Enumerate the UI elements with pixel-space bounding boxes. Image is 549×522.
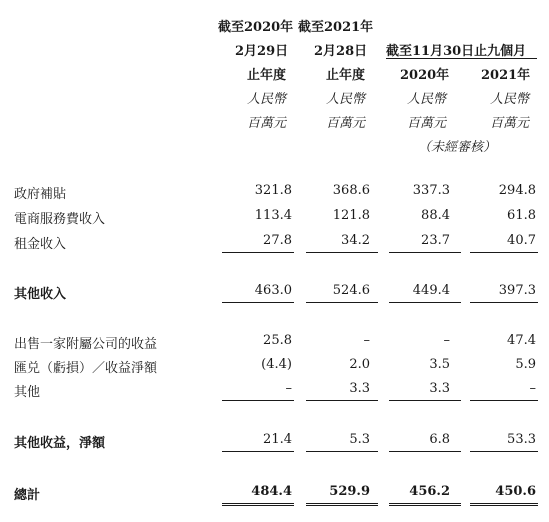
subtotal-rule — [222, 400, 294, 401]
col2-header-line3: 止年度 — [326, 68, 366, 83]
subtotal-rule — [306, 400, 378, 401]
cell: 3.3 — [429, 381, 450, 396]
col2-unit2: 百萬元 — [326, 116, 366, 131]
cell: 321.8 — [254, 183, 292, 198]
cell: 88.4 — [421, 208, 450, 223]
total-double-rule — [222, 503, 294, 506]
col2-header-line1: 截至2021年 — [298, 20, 374, 35]
cell: 450.6 — [495, 484, 536, 499]
subtotal-rule — [222, 252, 294, 253]
col3-unit2: 百萬元 — [407, 116, 447, 131]
subtotal-rule — [470, 400, 538, 401]
col4-unit2: 百萬元 — [490, 116, 530, 131]
row-label-total: 總計 — [14, 488, 41, 503]
subtotal-rule — [389, 252, 461, 253]
cell: (4.4) — [261, 357, 292, 372]
row-label-other-income: 其他收入 — [14, 287, 67, 302]
subtotal-rule — [222, 302, 294, 303]
subtotal-rule — [389, 451, 461, 452]
cell: 3.3 — [349, 381, 370, 396]
cell: 23.7 — [421, 233, 450, 248]
subtotal-rule — [470, 451, 538, 452]
cell: 6.8 — [429, 432, 450, 447]
cell: – — [443, 333, 450, 348]
col1-unit2: 百萬元 — [247, 116, 287, 131]
cell: 21.4 — [263, 432, 292, 447]
row-label-other: 其他 — [14, 385, 41, 400]
cell: 449.4 — [412, 283, 450, 298]
total-double-rule — [306, 503, 378, 506]
cell: 484.4 — [251, 484, 292, 499]
cell: 294.8 — [498, 183, 536, 198]
col4-unit1: 人民幣 — [490, 92, 530, 107]
subtotal-rule — [470, 252, 538, 253]
cell: 2.0 — [349, 357, 370, 372]
cell: 337.3 — [412, 183, 450, 198]
cell: 40.7 — [507, 233, 536, 248]
cell: 456.2 — [409, 484, 450, 499]
subtotal-rule — [306, 451, 378, 452]
cell: 53.3 — [507, 432, 536, 447]
cell: 113.4 — [254, 208, 292, 223]
subtotal-rule — [306, 252, 378, 253]
col1-header-line3: 止年度 — [247, 68, 287, 83]
cell: 34.2 — [341, 233, 370, 248]
row-label-other-gains-net: 其他收益，淨額 — [14, 436, 106, 451]
cell: 25.8 — [263, 333, 292, 348]
total-double-rule — [470, 503, 538, 506]
subtotal-rule — [389, 400, 461, 401]
subtotal-rule — [222, 451, 294, 452]
cell: – — [285, 381, 292, 396]
col2-unit1: 人民幣 — [326, 92, 366, 107]
cell: 61.8 — [507, 208, 536, 223]
subtotal-rule — [306, 302, 378, 303]
col4-header-line3: 2021年 — [481, 68, 531, 83]
col3-unit1: 人民幣 — [407, 92, 447, 107]
cell: 121.8 — [332, 208, 370, 223]
cell: 5.9 — [515, 357, 536, 372]
cell: 5.3 — [349, 432, 370, 447]
cell: 47.4 — [507, 333, 536, 348]
cell: 524.6 — [332, 283, 370, 298]
cell: 27.8 — [263, 233, 292, 248]
nine-month-underline — [386, 58, 537, 59]
subtotal-rule — [389, 302, 461, 303]
unaudited-note: （未經審核） — [418, 140, 497, 155]
cell: – — [363, 333, 370, 348]
row-label-disposal-gain: 出售一家附屬公司的收益 — [14, 337, 158, 352]
col1-header-line1: 截至2020年 — [218, 20, 294, 35]
cell: 397.3 — [498, 283, 536, 298]
nine-month-header: 截至11月30日止九個月 — [386, 44, 527, 59]
cell: 3.5 — [429, 357, 450, 372]
col1-header-line2: 2月29日 — [235, 44, 289, 59]
col3-header-line3: 2020年 — [400, 68, 450, 83]
total-double-rule — [389, 503, 461, 506]
row-label-ecommerce-fee: 電商服務費收入 — [14, 212, 106, 227]
cell: 463.0 — [254, 283, 292, 298]
row-label-rental-income: 租金收入 — [14, 237, 67, 252]
subtotal-rule — [470, 302, 538, 303]
row-label-government-subsidy: 政府補貼 — [14, 187, 67, 202]
col1-unit1: 人民幣 — [247, 92, 287, 107]
cell: – — [529, 381, 536, 396]
cell: 529.9 — [329, 484, 370, 499]
col2-header-line2: 2月28日 — [314, 44, 368, 59]
cell: 368.6 — [332, 183, 370, 198]
row-label-exchange-net: 匯兑（虧損）／收益淨額 — [14, 361, 158, 376]
